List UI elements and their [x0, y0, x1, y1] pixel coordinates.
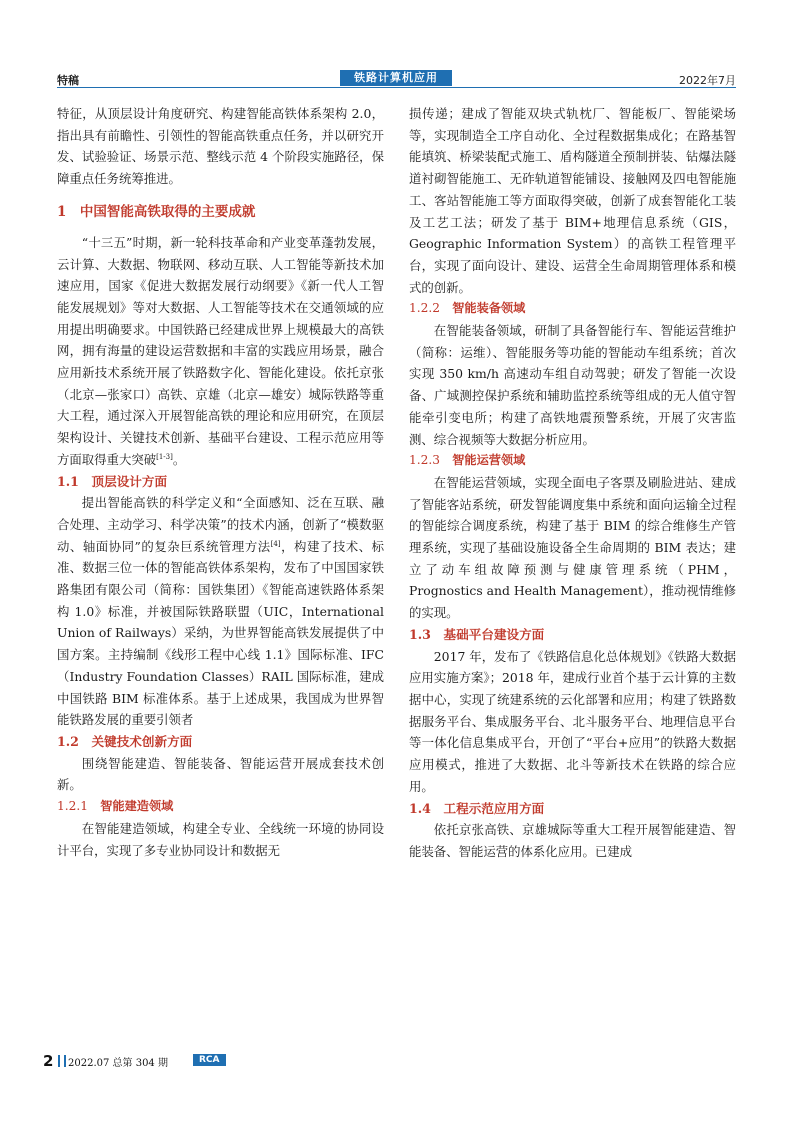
paragraph-text: 在智能建造领域，构建全专业、全线统一环境的协同设计平台，实现了多专业协同设计和数据无	[57, 820, 384, 858]
paragraph	[57, 818, 384, 861]
paragraph-text: 在智能装备领域，研制了具备智能行车、智能运营维护（简称：运维）、智能服务等功能的智能动车组系统；首次实现 350 km/h 高速动车组自动驾驶；研发了智能一次设备、广域测控保护系统和辅助监控系统等组成的无人值守智能牵引变电所；构建了高铁地震预警系统，开展了灾害监测、综合视频等大数据分析应用。	[409, 323, 736, 447]
subsubsection-heading	[409, 298, 736, 320]
page-header	[0, 62, 793, 86]
paragraph-text: “十三五”时期，新一轮科技革命和产业变革蓬勃发展，云计算、大数据、物联网、移动互联、人工智能等新技术加速应用，国家《促进大数据发展行动纲要》《新一代人工智能发展规划》等对大数据、人工智能等技术在交通领域的应用提出明确要求。中国铁路已经建成世界上规模最大的高铁网，拥有海量的建设运营数据和丰富的实践应用场景，融合应用新技术系统开展了铁路数字化、智能化建设。依托京张（北京—张家口）高铁、京雄（北京—雄安）城际铁路等重大工程，通过深入开展智能高铁的理论和应用研究，在顶层架构设计、关键技术创新、基础平台建设、工程示范应用等方面取得重大突破	[57, 234, 384, 467]
paragraph-tail: ，构建了技术、标准、数据三位一体的智能高铁体系架构，发布了中国国家铁路集团有限公司（简称：国铁集团）《智能高速铁路体系架构 1.0》标准，并被国际铁路联盟（UIC，International Union of Railways）采纳，为世界智能高铁发展提供了中国方案。主持编制《线形工程中心线 1.1》国际标准、IFC（Industry Foundation Classes）RAIL 国际标准，建成中国铁路 BIM 标准体系。基于上述成果，我国成为世界智能铁路发展的重要引领者	[57, 538, 384, 728]
heading-number: 1.2.1	[57, 799, 89, 814]
issue-info: 2022.07 总第 304 期	[68, 1058, 168, 1069]
paragraph-text: 依托京张高铁、京雄城际等重大工程开展智能建造、智能装备、智能运营的体系化应用。已建成	[409, 822, 736, 859]
heading-number: 1.2.3	[409, 453, 441, 468]
heading-text: 智能建造领域	[100, 799, 174, 814]
paragraph-tail: 。	[172, 451, 186, 467]
subsection-heading: 1.1 顶层设计方面	[57, 473, 168, 489]
paragraph	[57, 232, 384, 471]
paragraph	[57, 753, 384, 796]
rca-badge: RCA	[193, 1054, 226, 1066]
subsubsection-heading	[57, 796, 384, 818]
citation-ref: [4]	[270, 539, 281, 548]
right-column	[409, 103, 736, 863]
paragraph	[409, 472, 736, 624]
subsection-heading: 1.2 关键技术创新方面	[57, 733, 193, 749]
paragraph-text: 特征，从顶层设计角度研究、构建智能高铁体系架构 2.0，指出具有前瞻性、引领性的智能高铁重点任务，并以研究开发、试验验证、场景示范、整线示范 4 个阶段实施路径，保障重点任务统筹推进。	[57, 106, 384, 187]
citation-ref: [1-3]	[156, 452, 173, 461]
heading-text: 智能装备领域	[452, 301, 526, 316]
section-label: 特稿	[57, 74, 79, 87]
subsection-heading: 1.3 基础平台建设方面	[409, 626, 545, 642]
paragraph-text: 围绕智能建造、智能装备、智能运营开展成套技术创新。	[57, 755, 384, 793]
subsection-heading: 1.4 工程示范应用方面	[409, 800, 545, 816]
paragraph	[409, 819, 736, 862]
page-footer	[43, 1052, 243, 1070]
page-number: 2	[43, 1052, 54, 1070]
paragraph	[409, 103, 736, 298]
left-column	[57, 103, 384, 861]
paragraph-text: 损传递；建成了智能双块式轨枕厂、智能板厂、智能梁场等，实现制造全工序自动化、全过程数据集成化；在路基智能填筑、桥梁装配式施工、盾构隧道全预制拼装、钻爆法隧道衬砌智能施工、无砟轨道智能铺设、接触网及四电智能施工、客站智能施工等方面取得突破，创新了成套智能化工装及工艺工法；研发了基于 BIM+地理信息系统（GIS，Geographic Information System）的高铁工程管理平台，实现了面向设计、建设、运营全生命周期管理体系和模式的创新。	[409, 106, 736, 295]
heading-number: 1.2.2	[409, 301, 441, 316]
paragraph-text: 提出智能高铁的科学定义和“全面感知、泛在互联、融合处理、主动学习、科学决策”的技术内涵，创新了“模数驱动、轴面协同”的复杂巨系统管理方法	[57, 495, 384, 554]
paragraph-text: 2017 年，发布了《铁路信息化总体规划》《铁路大数据应用实施方案》；2018 年，建成行业首个基于云计算的主数据中心，实现了统建系统的云化部署和应用；构建了铁路数据服务平台、集成服务平台、北斗服务平台、地理信息平台等一体化信息集成平台，开创了“平台+应用”的铁路大数据应用模式，推进了大数据、北斗等新技术在铁路的综合应用。	[409, 648, 736, 794]
header-divider	[57, 87, 736, 88]
subsubsection-heading	[409, 450, 736, 472]
paragraph	[57, 492, 384, 731]
section-heading: 1 中国智能高铁取得的主要成就	[57, 203, 256, 220]
footer-bar-icon	[58, 1055, 66, 1067]
paragraph-text: 在智能运营领域，实现全面电子客票及刷脸进站、建成了智能客站系统，研发智能调度集中系统和面向运输全过程的智能综合调度系统，构建了基于 BIM 的综合维修生产管理系统，实现了基础设施设备全生命周期的 BIM 表达；建立了动车组故障预测与健康管理系统（PHM，Prognostics and Health Management），推动视情维修的实现。	[409, 474, 736, 621]
heading-text: 智能运营领域	[452, 453, 526, 468]
issue-date: 2022年7月	[679, 74, 736, 87]
journal-title-badge: 铁路计算机应用	[340, 70, 452, 86]
paragraph	[409, 646, 736, 798]
paragraph	[57, 103, 384, 190]
paragraph	[409, 320, 736, 450]
